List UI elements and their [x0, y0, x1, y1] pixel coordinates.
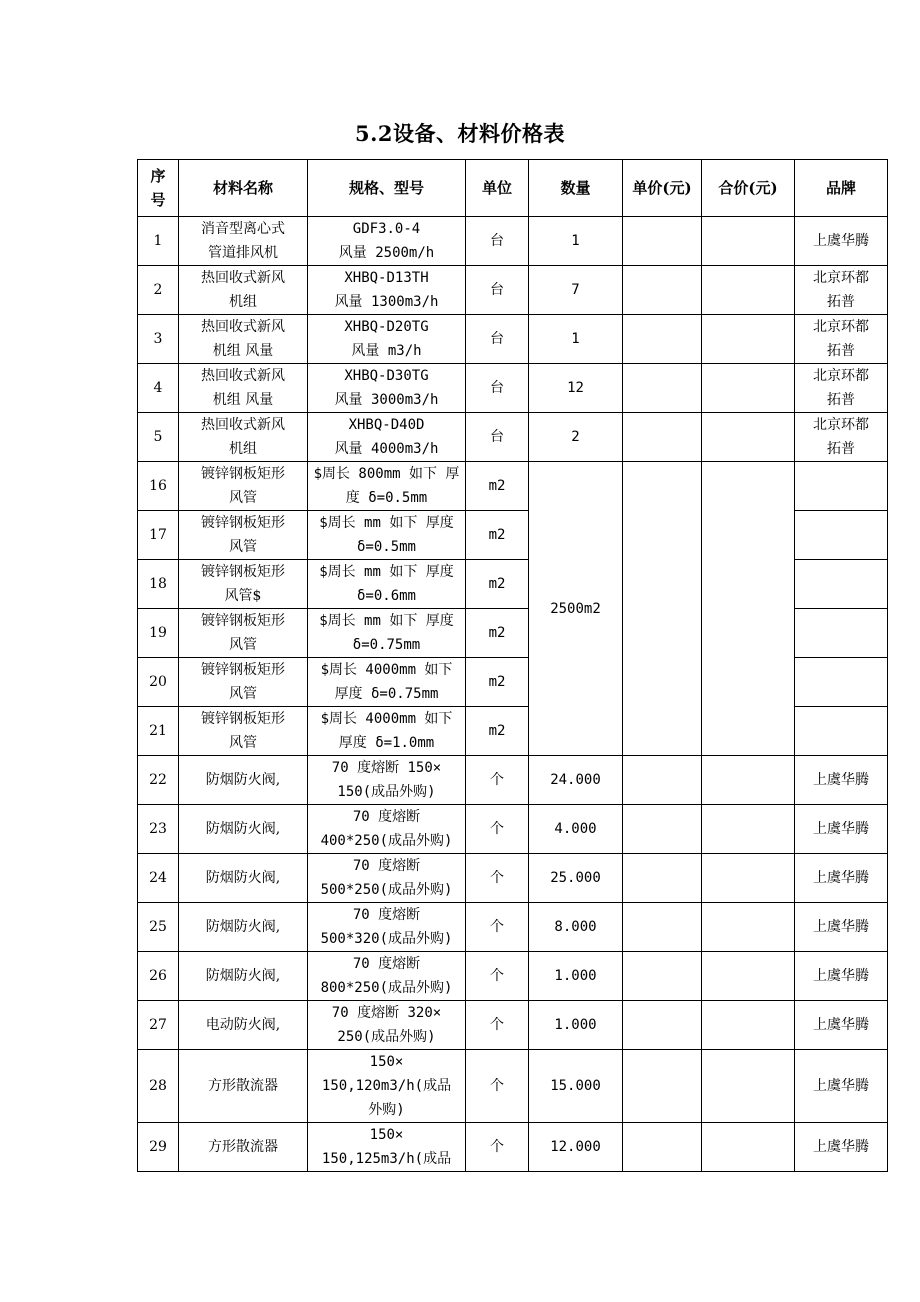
cell-unit-text: 台: [490, 282, 504, 298]
cell-name: [179, 364, 308, 413]
cell-unit: [466, 1123, 529, 1172]
cell-unit-price: [623, 952, 702, 1001]
table-row: [138, 462, 888, 511]
cell-unit: [466, 511, 529, 560]
cell-spec-text: 70 度熔断 400*250(成品外购): [320, 809, 453, 849]
cell-spec-text: 70 度熔断 800*250(成品外购): [320, 956, 453, 996]
cell-unit-text: m2: [488, 674, 506, 690]
cell-total-price: [702, 1001, 795, 1050]
cell-no: [138, 511, 179, 560]
header-name: 材料名称: [179, 160, 308, 217]
header-unit-price: 单价(元): [623, 160, 702, 217]
table-row: [138, 217, 888, 266]
cell-spec-text: $周长 4000mm 如下 厚度 δ=1.0mm: [320, 711, 453, 751]
cell-no-text: 24: [149, 870, 167, 886]
cell-name: [179, 756, 308, 805]
cell-spec: [308, 756, 466, 805]
table-row: [138, 266, 888, 315]
cell-name: [179, 1123, 308, 1172]
cell-total-price: [702, 756, 795, 805]
cell-unit: [466, 707, 529, 756]
header-row: [138, 160, 888, 217]
cell-brand-text: 上虞华腾: [813, 870, 869, 886]
cell-name: [179, 462, 308, 511]
cell-no: [138, 805, 179, 854]
cell-qty-text: 1: [571, 331, 580, 347]
table-body: [138, 217, 888, 1172]
cell-name: [179, 511, 308, 560]
table-row: [138, 805, 888, 854]
cell-no-text: 4: [153, 380, 163, 396]
cell-unit-price: [623, 462, 702, 756]
cell-name-text: 镀锌钢板矩形 风管: [201, 711, 285, 751]
cell-unit-text: 个: [490, 821, 504, 837]
cell-name: [179, 266, 308, 315]
cell-unit-text: m2: [488, 478, 506, 494]
cell-name: [179, 854, 308, 903]
cell-qty: [529, 854, 623, 903]
cell-brand: [795, 658, 888, 707]
cell-spec: [308, 658, 466, 707]
cell-qty-text: 4.000: [554, 821, 597, 837]
table-row: [138, 1123, 888, 1172]
cell-total-price: [702, 1050, 795, 1123]
cell-name: [179, 952, 308, 1001]
cell-spec: [308, 1001, 466, 1050]
cell-qty-text: 15.000: [550, 1078, 601, 1094]
cell-name-text: 防烟防火阀,: [205, 772, 281, 788]
cell-no: [138, 952, 179, 1001]
cell-qty-merged: [529, 462, 623, 756]
cell-total-price: [702, 1123, 795, 1172]
cell-name-text: 镀锌钢板矩形 风管: [201, 662, 285, 702]
cell-name-text: 热回收式新风 机组 风量: [201, 368, 285, 408]
cell-no-text: 3: [153, 331, 163, 347]
cell-brand: [795, 560, 888, 609]
cell-no-text: 20: [149, 674, 167, 690]
cell-no-text: 16: [149, 478, 167, 494]
cell-qty: [529, 952, 623, 1001]
cell-brand-text: 上虞华腾: [813, 1139, 869, 1155]
header-index: 序 号: [138, 160, 179, 217]
cell-unit-text: m2: [488, 625, 506, 641]
cell-name-text: 防烟防火阀,: [205, 870, 281, 886]
cell-unit-price: [623, 1123, 702, 1172]
cell-brand: [795, 707, 888, 756]
cell-brand: [795, 854, 888, 903]
cell-no: [138, 1123, 179, 1172]
cell-spec-text: $周长 mm 如下 厚度 δ=0.5mm: [319, 515, 454, 555]
cell-unit: [466, 1050, 529, 1123]
cell-unit: [466, 217, 529, 266]
cell-brand: [795, 952, 888, 1001]
cell-unit: [466, 854, 529, 903]
cell-brand-text: 上虞华腾: [813, 821, 869, 837]
cell-spec: [308, 511, 466, 560]
cell-no-text: 18: [149, 576, 167, 592]
cell-unit-text: 台: [490, 429, 504, 445]
cell-name: [179, 1001, 308, 1050]
cell-total-price: [702, 854, 795, 903]
cell-brand: [795, 462, 888, 511]
cell-name: [179, 413, 308, 462]
cell-unit: [466, 364, 529, 413]
cell-name-text: 镀锌钢板矩形 风管: [201, 466, 285, 506]
cell-brand: [795, 609, 888, 658]
cell-name: [179, 315, 308, 364]
cell-name-text: 热回收式新风 机组: [201, 270, 285, 310]
cell-unit-text: m2: [488, 576, 506, 592]
cell-no: [138, 266, 179, 315]
cell-total-price: [702, 217, 795, 266]
cell-brand: [795, 756, 888, 805]
cell-name-text: 镀锌钢板矩形 风管$: [201, 564, 285, 604]
cell-unit-text: 台: [490, 380, 504, 396]
cell-spec-text: 70 度熔断 500*320(成品外购): [320, 907, 453, 947]
cell-unit-text: 台: [490, 331, 504, 347]
cell-qty-text: 12: [567, 380, 584, 396]
cell-spec: [308, 217, 466, 266]
cell-no: [138, 658, 179, 707]
cell-no-text: 27: [149, 1017, 167, 1033]
cell-spec: [308, 266, 466, 315]
cell-brand: [795, 364, 888, 413]
cell-name: [179, 1050, 308, 1123]
cell-unit-text: 个: [490, 870, 504, 886]
cell-unit: [466, 1001, 529, 1050]
cell-qty: [529, 805, 623, 854]
cell-no: [138, 609, 179, 658]
cell-spec: [308, 854, 466, 903]
cell-unit-text: 个: [490, 1078, 504, 1094]
cell-name-text: 镀锌钢板矩形 风管: [201, 613, 285, 653]
cell-spec-text: XHBQ-D20TG 风量 m3/h: [344, 319, 429, 359]
cell-total-price: [702, 805, 795, 854]
cell-unit: [466, 413, 529, 462]
cell-unit-text: 个: [490, 968, 504, 984]
cell-total-price: [702, 266, 795, 315]
header-spec: 规格、型号: [308, 160, 466, 217]
cell-unit: [466, 462, 529, 511]
cell-name: [179, 658, 308, 707]
cell-no: [138, 560, 179, 609]
cell-total-price: [702, 413, 795, 462]
cell-spec-text: 150× 150,125m3/h(成品: [321, 1127, 452, 1167]
cell-spec: [308, 609, 466, 658]
cell-no-text: 1: [153, 233, 163, 249]
cell-name-text: 方形散流器: [208, 1139, 278, 1155]
cell-total-price: [702, 952, 795, 1001]
cell-no-text: 26: [149, 968, 167, 984]
cell-spec-text: $周长 4000mm 如下 厚度 δ=0.75mm: [320, 662, 453, 702]
cell-unit-price: [623, 413, 702, 462]
cell-unit: [466, 805, 529, 854]
cell-no-text: 28: [149, 1078, 167, 1094]
price-table: [137, 159, 888, 1172]
cell-spec: [308, 462, 466, 511]
page-title: 5.2设备、材料价格表: [354, 121, 566, 146]
cell-spec-text: 70 度熔断 500*250(成品外购): [320, 858, 453, 898]
cell-total-price: [702, 315, 795, 364]
cell-brand: [795, 266, 888, 315]
cell-spec: [308, 903, 466, 952]
cell-spec-text: XHBQ-D13TH 风量 1300m3/h: [334, 270, 439, 310]
cell-brand: [795, 903, 888, 952]
cell-no: [138, 707, 179, 756]
table-row: [138, 756, 888, 805]
cell-brand-text: 北京环都 拓普: [813, 270, 869, 310]
cell-name-text: 消音型离心式 管道排风机: [201, 221, 285, 261]
cell-unit-text: m2: [488, 723, 506, 739]
cell-unit: [466, 952, 529, 1001]
cell-brand-text: 北京环都 拓普: [813, 319, 869, 359]
cell-qty: [529, 1123, 623, 1172]
cell-unit-price: [623, 756, 702, 805]
cell-unit-price: [623, 1001, 702, 1050]
cell-no: [138, 462, 179, 511]
cell-name: [179, 707, 308, 756]
cell-qty-text: 12.000: [550, 1139, 601, 1155]
cell-spec-text: XHBQ-D30TG 风量 3000m3/h: [334, 368, 439, 408]
table-row: [138, 854, 888, 903]
table-row: [138, 413, 888, 462]
cell-qty-text: 2: [571, 429, 580, 445]
cell-no-text: 21: [149, 723, 167, 739]
cell-unit: [466, 266, 529, 315]
cell-brand-text: 北京环都 拓普: [813, 417, 869, 457]
cell-qty-text: 8.000: [554, 919, 597, 935]
cell-no: [138, 364, 179, 413]
cell-name-text: 防烟防火阀,: [205, 821, 281, 837]
table-row: [138, 1050, 888, 1123]
cell-no-text: 2: [153, 282, 163, 298]
table-row: [138, 364, 888, 413]
cell-brand: [795, 1050, 888, 1123]
header-qty: 数量: [529, 160, 623, 217]
cell-brand-text: 上虞华腾: [813, 233, 869, 249]
cell-no: [138, 1001, 179, 1050]
cell-qty-text: 1.000: [554, 968, 597, 984]
cell-unit: [466, 560, 529, 609]
cell-no: [138, 903, 179, 952]
cell-unit: [466, 658, 529, 707]
cell-brand-text: 北京环都 拓普: [813, 368, 869, 408]
cell-brand: [795, 315, 888, 364]
cell-unit-text: 个: [490, 1017, 504, 1033]
cell-qty: [529, 756, 623, 805]
cell-brand-text: 上虞华腾: [813, 919, 869, 935]
cell-unit-text: 个: [490, 1139, 504, 1155]
cell-unit-price: [623, 315, 702, 364]
cell-name: [179, 217, 308, 266]
cell-name-text: 镀锌钢板矩形 风管: [201, 515, 285, 555]
cell-brand-text: 上虞华腾: [813, 1017, 869, 1033]
cell-unit-text: 个: [490, 919, 504, 935]
cell-brand-text: 上虞华腾: [813, 968, 869, 984]
cell-unit-price: [623, 217, 702, 266]
cell-spec-text: 70 度熔断 150× 150(成品外购): [331, 760, 442, 800]
cell-name-text: 热回收式新风 机组 风量: [201, 319, 285, 359]
cell-unit-price: [623, 854, 702, 903]
cell-spec-text: GDF3.0-4 风量 2500m/h: [338, 221, 435, 261]
cell-qty: [529, 364, 623, 413]
cell-spec: [308, 413, 466, 462]
cell-name-text: 热回收式新风 机组: [201, 417, 285, 457]
table-row: [138, 903, 888, 952]
cell-unit-price: [623, 903, 702, 952]
cell-name-text: 方形散流器: [208, 1078, 278, 1094]
cell-no: [138, 217, 179, 266]
header-total-price: 合价(元): [702, 160, 795, 217]
cell-qty: [529, 1050, 623, 1123]
cell-unit-price: [623, 266, 702, 315]
cell-name-text: 电动防火阀,: [205, 1017, 281, 1033]
cell-total-price: [702, 364, 795, 413]
cell-name: [179, 805, 308, 854]
cell-name: [179, 609, 308, 658]
cell-unit-text: 个: [490, 772, 504, 788]
cell-name: [179, 560, 308, 609]
cell-qty-text: 25.000: [550, 870, 601, 886]
cell-qty-text: 7: [571, 282, 580, 298]
cell-spec: [308, 364, 466, 413]
cell-spec-text: $周长 mm 如下 厚度 δ=0.75mm: [319, 613, 454, 653]
cell-spec: [308, 560, 466, 609]
cell-no: [138, 413, 179, 462]
cell-name: [179, 903, 308, 952]
cell-spec-text: $周长 800mm 如下 厚 度 δ=0.5mm: [313, 466, 460, 506]
cell-no: [138, 315, 179, 364]
cell-unit: [466, 315, 529, 364]
cell-unit-price: [623, 364, 702, 413]
cell-spec: [308, 707, 466, 756]
cell-no: [138, 756, 179, 805]
cell-unit: [466, 609, 529, 658]
cell-qty-text: 24.000: [550, 772, 601, 788]
cell-spec: [308, 315, 466, 364]
cell-brand: [795, 1123, 888, 1172]
cell-total-price: [702, 903, 795, 952]
header-unit: 单位: [466, 160, 529, 217]
cell-name-text: 防烟防火阀,: [205, 968, 281, 984]
cell-brand-text: 上虞华腾: [813, 1078, 869, 1094]
cell-unit: [466, 903, 529, 952]
cell-no-text: 23: [149, 821, 167, 837]
cell-no: [138, 854, 179, 903]
table-row: [138, 315, 888, 364]
cell-spec-text: 70 度熔断 320× 250(成品外购): [331, 1005, 442, 1045]
cell-brand: [795, 511, 888, 560]
cell-total-price: [702, 462, 795, 756]
cell-qty-text: 1: [571, 233, 580, 249]
cell-unit-price: [623, 1050, 702, 1123]
cell-spec: [308, 1050, 466, 1123]
cell-spec: [308, 952, 466, 1001]
cell-qty: [529, 413, 623, 462]
cell-spec: [308, 805, 466, 854]
table-row: [138, 1001, 888, 1050]
cell-no-text: 29: [149, 1139, 167, 1155]
cell-spec-text: $周长 mm 如下 厚度 δ=0.6mm: [319, 564, 454, 604]
cell-brand: [795, 413, 888, 462]
cell-unit-price: [623, 805, 702, 854]
cell-qty: [529, 1001, 623, 1050]
cell-qty-text: 1.000: [554, 1017, 597, 1033]
cell-unit-text: m2: [488, 527, 506, 543]
cell-qty: [529, 903, 623, 952]
cell-qty-merged-text: 2500m2: [550, 600, 601, 617]
cell-qty: [529, 315, 623, 364]
cell-no-text: 5: [153, 429, 163, 445]
cell-brand-text: 上虞华腾: [813, 772, 869, 788]
cell-no: [138, 1050, 179, 1123]
cell-brand: [795, 217, 888, 266]
cell-no-text: 25: [149, 919, 167, 935]
cell-spec-text: 150× 150,120m3/h(成品 外购): [321, 1054, 452, 1118]
table-row: [138, 952, 888, 1001]
cell-unit: [466, 756, 529, 805]
cell-no-text: 19: [149, 625, 167, 641]
cell-no-text: 22: [149, 772, 167, 788]
cell-spec-text: XHBQ-D40D 风量 4000m3/h: [334, 417, 439, 457]
cell-name-text: 防烟防火阀,: [205, 919, 281, 935]
cell-no-text: 17: [149, 527, 167, 543]
cell-unit-text: 台: [490, 233, 504, 249]
cell-qty: [529, 266, 623, 315]
cell-qty: [529, 217, 623, 266]
cell-brand: [795, 805, 888, 854]
cell-brand: [795, 1001, 888, 1050]
header-brand: 品牌: [795, 160, 888, 217]
cell-spec: [308, 1123, 466, 1172]
